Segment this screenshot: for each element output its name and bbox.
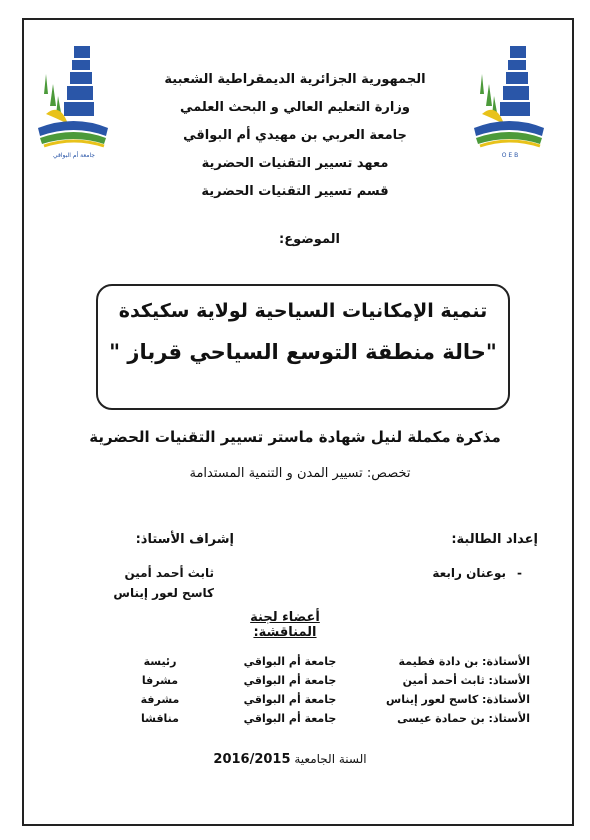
member-university: جامعة أم البواقي bbox=[243, 712, 337, 725]
header-block bbox=[150, 66, 440, 206]
member-university: جامعة أم البواقي bbox=[243, 674, 337, 687]
member-name: الأستاذة: كاسح لعور إيناس bbox=[386, 693, 530, 706]
student-bullet: - bbox=[517, 566, 522, 580]
university-logo-right bbox=[470, 44, 548, 159]
logo-code: O E B bbox=[501, 152, 519, 159]
table-row bbox=[100, 709, 530, 728]
specialty-line bbox=[100, 466, 500, 481]
member-role: مشرفا bbox=[141, 674, 179, 687]
supervisor-label: إشراف الأستاذ: bbox=[135, 532, 234, 547]
ministry-name: وزارة التعليم العالي و البحث العلمي bbox=[180, 100, 410, 115]
supervisor-name-2: كاسح لعور إيناس bbox=[113, 586, 214, 600]
logo-caption: جامعة أم البواقي bbox=[53, 152, 95, 159]
member-role: رئيسة bbox=[143, 655, 177, 668]
academic-year bbox=[170, 752, 410, 767]
thesis-subtitle: "حالة منطقة التوسع السياحي قرباز " bbox=[109, 340, 497, 364]
member-name: الأستاذ: ثابث أحمد أمين bbox=[402, 674, 530, 687]
year-value: 2016/2015 bbox=[213, 752, 291, 767]
thesis-title: تنمية الإمكانيات السياحية لولاية سكيكدة bbox=[118, 300, 488, 322]
title-box bbox=[96, 284, 510, 410]
committee-table bbox=[100, 652, 530, 728]
student-label: إعداد الطالبة: bbox=[451, 532, 538, 547]
member-role: مناقشا bbox=[141, 712, 179, 725]
subject-label: الموضوع: bbox=[279, 232, 340, 247]
specialty-label: تخصص: bbox=[366, 466, 411, 481]
year-label: السنة الجامعية bbox=[294, 752, 367, 766]
specialty-value: تسيير المدن و التنمية المستدامة bbox=[189, 466, 363, 481]
table-row bbox=[100, 671, 530, 690]
member-name: الأستاذة: بن دادة فطيمة bbox=[398, 655, 530, 668]
institute-name: معهد تسيير التقنيات الحضرية bbox=[201, 156, 389, 171]
student-name: بوعنان رابعة bbox=[432, 566, 506, 580]
committee-title: أعضاء لجنة المناقشة: bbox=[250, 610, 320, 640]
republic-name: الجمهورية الجزائرية الديمقراطية الشعبية bbox=[164, 72, 426, 87]
supervisor-name-1: ثابث أحمد أمين bbox=[124, 566, 214, 580]
member-role: مشرفة bbox=[140, 693, 180, 706]
table-row bbox=[100, 690, 530, 709]
member-university: جامعة أم البواقي bbox=[243, 655, 337, 668]
university-name: جامعة العربي بن مهيدي أم البواقي bbox=[183, 128, 407, 143]
memo-description: مذكرة مكملة لنيل شهادة ماستر تسيير التقنيات الحضرية bbox=[89, 428, 501, 446]
member-name: الأستاذ: بن حمادة عيسى bbox=[397, 712, 530, 725]
department-name: قسم تسيير التقنيات الحضرية bbox=[201, 184, 389, 199]
university-logo-left bbox=[34, 44, 112, 159]
member-university: جامعة أم البواقي bbox=[243, 693, 337, 706]
table-row bbox=[100, 652, 530, 671]
